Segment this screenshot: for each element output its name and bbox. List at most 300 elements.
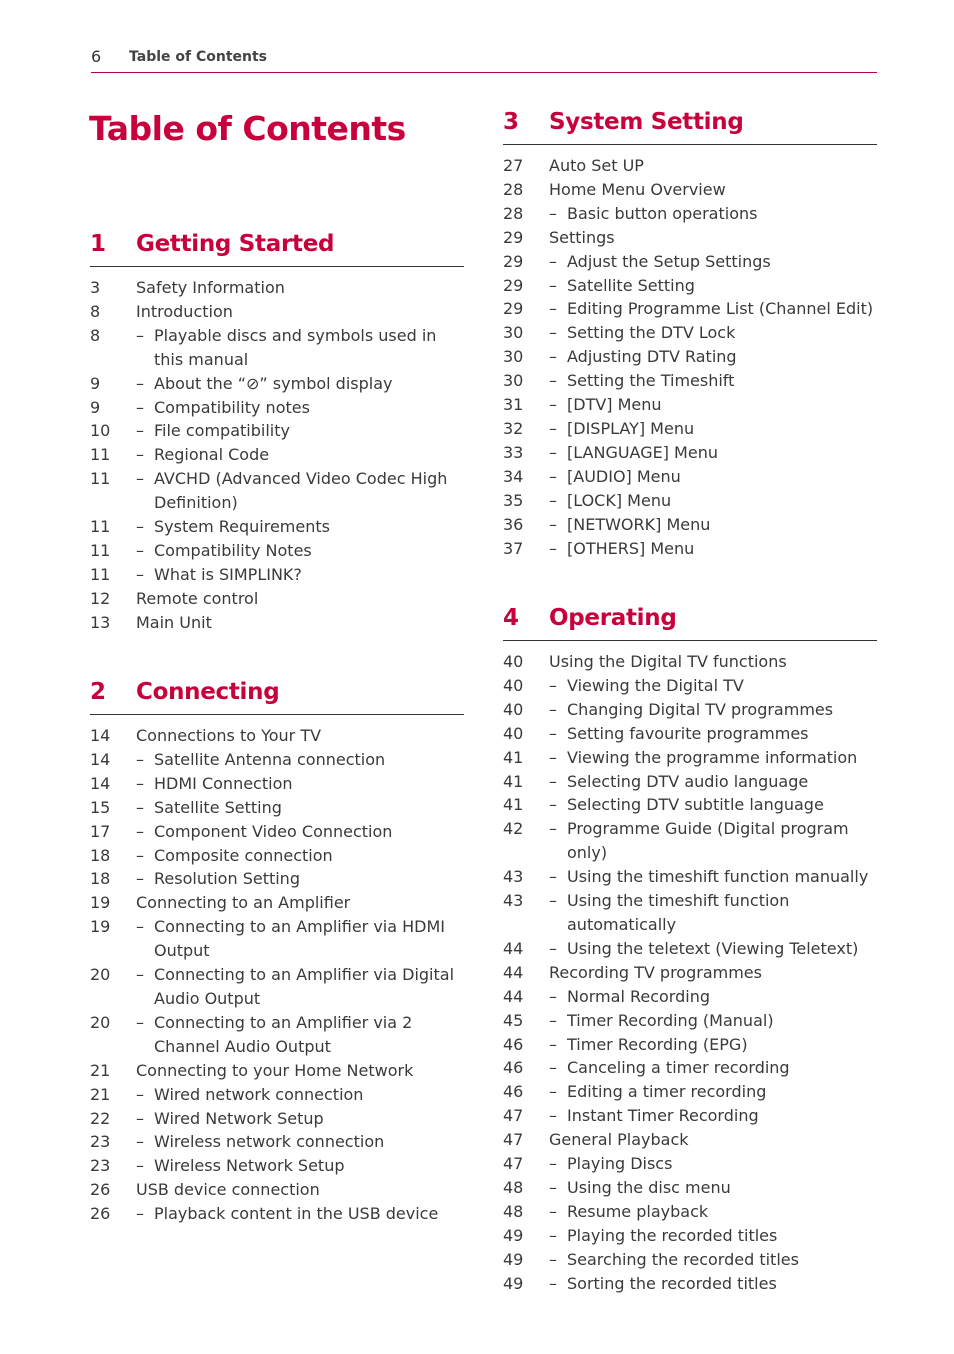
sub-entry-dash: – [136,965,144,985]
toc-entry-label: Programme Guide (Digital program only) [567,819,849,863]
sub-entry-dash: – [136,325,144,345]
toc-entry-text [136,1154,464,1178]
toc-entry-page: 32 [503,418,524,438]
toc-entry[interactable] [90,724,464,748]
section-number: 1 [90,231,106,257]
toc-entry-text [549,985,877,1009]
toc-entry-label: System Requirements [154,517,330,537]
toc-entry-label: Using the timeshift function manually [567,867,869,887]
toc-entry-text [549,489,877,513]
toc-entry[interactable] [503,321,877,345]
sub-entry-dash: – [549,1058,557,1078]
toc-entry[interactable] [90,1083,464,1107]
sub-entry-dash: – [549,371,557,391]
toc-entry-page: 26 [90,1204,111,1224]
toc-entry-page: 11 [90,540,111,560]
toc-entry-label: Using the timeshift function automatically [567,891,790,934]
sub-entry-dash: – [136,1084,144,1104]
sub-entry-dash: – [549,795,557,815]
toc-entry-label: Instant Timer Recording [567,1106,759,1126]
toc-entry-text [549,274,877,298]
toc-entry[interactable] [90,772,464,796]
sub-entry-dash: – [549,723,557,743]
toc-entry-page: 45 [503,1010,524,1030]
toc-entry-text [136,867,464,891]
toc-entry-text [549,1224,877,1248]
sub-entry-dash: – [549,1106,557,1126]
toc-entry-label: USB device connection [136,1180,320,1200]
toc-entry[interactable] [503,937,877,961]
sub-entry-dash: – [549,1177,557,1197]
toc-entry-label: Adjusting DTV Rating [567,347,737,367]
toc-entry[interactable] [503,722,877,746]
toc-entry-text [136,772,464,796]
toc-entry[interactable] [503,178,877,202]
toc-entry[interactable] [503,1224,877,1248]
toc-entry[interactable] [503,1080,877,1104]
sub-entry-dash: – [549,867,557,887]
toc-entry-label: Setting the Timeshift [567,371,735,391]
sub-entry-dash: – [136,540,144,560]
toc-entry[interactable] [503,817,877,865]
toc-entry-text [549,393,877,417]
sub-entry-dash: – [136,373,144,393]
toc-entry-text [136,1107,464,1131]
toc-entry-text [136,324,464,372]
section-number: 4 [503,605,519,631]
toc-entry-page: 40 [503,723,524,743]
toc-entry[interactable] [90,1011,464,1059]
toc-entry-text [136,1011,464,1059]
toc-entry-page: 9 [90,373,101,393]
toc-entry[interactable] [90,563,464,587]
toc-entry-label: About the “⊘” symbol display [154,373,393,393]
toc-entry[interactable] [503,1200,877,1224]
sub-entry-dash: – [136,445,144,465]
toc-entry-text [136,467,464,515]
toc-entry[interactable] [503,417,877,441]
toc-entry[interactable] [90,915,464,963]
toc-entry[interactable] [503,985,877,1009]
sub-entry-dash: – [136,517,144,537]
toc-entry-page: 29 [503,275,524,295]
toc-entry-label: Auto Set UP [549,156,644,175]
toc-entry-page: 21 [90,1060,111,1080]
toc-entry-label: Setting favourite programmes [567,723,809,743]
toc-entry-page: 3 [90,278,101,297]
page-number: 6 [91,47,102,66]
toc-entry-label: Playing Discs [567,1154,673,1174]
toc-entry[interactable] [503,369,877,393]
toc-entry-label: HDMI Connection [154,773,293,793]
toc-entry-text [136,796,464,820]
toc-entry-text [549,297,877,321]
toc-entry[interactable] [503,1272,877,1296]
section-number: 3 [503,109,519,135]
toc-entry[interactable] [90,1130,464,1154]
sub-entry-dash: – [136,1204,144,1224]
toc-entry-text [549,746,877,770]
toc-entry-text [136,1083,464,1107]
toc-entry[interactable] [90,443,464,467]
toc-entry[interactable] [503,1128,877,1152]
toc-entry-page: 49 [503,1249,524,1269]
toc-entry-label: Composite connection [154,845,333,865]
sub-entry-dash: – [549,1082,557,1102]
toc-entry[interactable] [90,515,464,539]
toc-entry[interactable] [503,1033,877,1057]
toc-entry[interactable] [90,396,464,420]
sub-entry-dash: – [549,699,557,719]
toc-entry-page: 14 [90,726,111,745]
section-operating [503,605,877,1295]
toc-entry-text [136,443,464,467]
sub-entry-dash: – [549,251,557,271]
toc-entry-label: Compatibility notes [154,397,310,417]
toc-entry[interactable] [503,345,877,369]
sub-entry-dash: – [549,514,557,534]
toc-entry-text [549,1009,877,1033]
toc-entry-page: 11 [90,445,111,465]
toc-entry-page: 44 [503,938,524,958]
toc-entry[interactable] [503,274,877,298]
toc-entry[interactable] [503,489,877,513]
toc-entry-text [549,1033,877,1057]
sub-entry-dash: – [136,845,144,865]
toc-entry-list [90,724,464,1226]
toc-entry-label: Sorting the recorded titles [567,1273,777,1293]
toc-entry[interactable] [90,820,464,844]
toc-entry-text [549,817,877,865]
toc-entry-page: 18 [90,869,111,889]
toc-entry-label: Connections to Your TV [136,726,322,745]
toc-entry-page: 8 [90,325,101,345]
running-header: Table of Contents [129,49,268,65]
toc-entry[interactable] [503,154,877,178]
toc-entry[interactable] [503,770,877,794]
toc-entry-page: 29 [503,227,524,247]
toc-entry-text [549,1080,877,1104]
sub-entry-dash: – [549,323,557,343]
sub-entry-dash: – [549,1225,557,1245]
toc-entry-page: 35 [503,490,524,510]
toc-entry-text [549,321,877,345]
toc-entry-text [136,1202,464,1226]
toc-entry-label: Satellite Antenna connection [154,749,386,769]
sub-entry-dash: – [136,821,144,841]
toc-entry-page: 11 [90,564,111,584]
toc-entry-label: Regional Code [154,445,270,465]
toc-entry-label: Searching the recorded titles [567,1249,799,1269]
toc-entry-page: 48 [503,1177,524,1197]
toc-entry[interactable] [90,587,464,611]
toc-entry[interactable] [90,539,464,563]
toc-entry-list [90,276,464,635]
sub-entry-dash: – [549,395,557,415]
toc-entry[interactable] [503,1009,877,1033]
sub-entry-dash: – [549,466,557,486]
toc-entry[interactable] [503,393,877,417]
sub-entry-dash: – [549,538,557,558]
sub-entry-dash: – [136,869,144,889]
toc-entry-label: Setting the DTV Lock [567,323,736,343]
toc-entry[interactable] [90,1107,464,1131]
toc-entry-label: Canceling a timer recording [567,1058,790,1078]
toc-entry-page: 20 [90,965,111,985]
toc-entry-page: 44 [503,986,524,1006]
toc-entry-text [136,748,464,772]
toc-entry-text [549,889,877,937]
toc-entry[interactable] [90,611,464,635]
toc-entry-label: Viewing the Digital TV [567,675,744,695]
toc-entry-text [549,698,877,722]
sub-entry-dash: – [136,1108,144,1128]
toc-entry-label: Playable discs and symbols used in this manual [154,325,437,369]
toc-entry-page: 33 [503,442,524,462]
sub-entry-dash: – [136,917,144,937]
toc-entry[interactable] [503,865,877,889]
toc-entry[interactable] [503,297,877,321]
toc-entry-page: 47 [503,1106,524,1126]
toc-entry[interactable] [90,891,464,915]
toc-entry-label: File compatibility [154,421,290,441]
sub-entry-dash: – [549,1034,557,1054]
toc-entry-label: Connecting to your Home Network [136,1060,414,1080]
toc-entry-page: 41 [503,747,524,767]
sub-entry-dash: – [136,749,144,769]
toc-entry-text [549,369,877,393]
toc-entry-label: Recording TV programmes [549,962,762,982]
toc-entry-text [549,770,877,794]
section-heading [90,231,464,267]
toc-entry-text [136,1130,464,1154]
toc-entry-text [136,915,464,963]
toc-entry[interactable] [90,844,464,868]
toc-entry-text [549,1176,877,1200]
sub-entry-dash: – [549,347,557,367]
toc-entry-label: Adjust the Setup Settings [567,251,771,271]
toc-entry[interactable] [503,1176,877,1200]
toc-entry-label: Using the Digital TV functions [549,652,787,671]
sub-entry-dash: – [136,397,144,417]
toc-entry-page: 46 [503,1058,524,1078]
toc-entry-label: [LOCK] Menu [567,490,672,510]
toc-entry-text [549,537,877,561]
toc-entry[interactable] [90,467,464,515]
toc-entry-text [136,419,464,443]
toc-entry[interactable] [90,1154,464,1178]
page-title: Table of Contents [89,109,406,148]
sub-entry-dash: – [136,773,144,793]
toc-entry-text [136,844,464,868]
toc-entry-page: 46 [503,1034,524,1054]
toc-entry-text [549,937,877,961]
toc-entry[interactable] [503,441,877,465]
sub-entry-dash: – [136,421,144,441]
toc-entry[interactable] [90,963,464,1011]
toc-entry-page: 14 [90,773,111,793]
toc-entry-label: Selecting DTV subtitle language [567,795,824,815]
toc-entry-label: Editing Programme List (Channel Edit) [567,299,874,319]
toc-entry-page: 14 [90,749,111,769]
toc-entry[interactable] [90,1178,464,1202]
sub-entry-dash: – [549,1154,557,1174]
toc-entry-page: 43 [503,867,524,887]
toc-entry-label: [OTHERS] Menu [567,538,695,558]
toc-entry-page: 31 [503,395,524,415]
sub-entry-dash: – [549,1273,557,1293]
toc-entry-page: 8 [90,301,101,321]
toc-entry-page: 30 [503,347,524,367]
sub-entry-dash: – [549,203,557,223]
header-divider [91,72,877,73]
section-system-setting [503,109,877,560]
toc-entry-label: Using the disc menu [567,1177,731,1197]
toc-entry-page: 40 [503,699,524,719]
toc-entry[interactable] [503,961,877,985]
toc-entry-page: 19 [90,917,111,937]
toc-entry-label: Connecting to an Amplifier via Digital Audio Output [154,965,455,1008]
toc-entry-page: 41 [503,771,524,791]
toc-entry-label: Safety Information [136,278,285,297]
toc-entry[interactable] [503,1056,877,1080]
toc-entry[interactable] [90,1059,464,1083]
section-title: Connecting [136,679,280,705]
section-number: 2 [90,679,106,705]
toc-entry-page: 23 [90,1132,111,1152]
toc-entry[interactable] [90,796,464,820]
toc-entry-label: Basic button operations [567,203,758,223]
toc-entry-label: [NETWORK] Menu [567,514,711,534]
toc-entry[interactable] [503,202,877,226]
sub-entry-dash: – [549,299,557,319]
toc-entry-label: Viewing the programme information [567,747,858,767]
toc-entry-page: 47 [503,1130,524,1150]
toc-entry-text [549,1152,877,1176]
toc-entry-text [549,465,877,489]
toc-entry-text [549,441,877,465]
toc-entry[interactable] [90,300,464,324]
toc-entry[interactable] [503,537,877,561]
toc-entry[interactable] [503,226,877,250]
sub-entry-dash: – [549,819,557,839]
toc-entry-page: 48 [503,1201,524,1221]
sub-entry-dash: – [136,1012,144,1032]
toc-entry-label: Selecting DTV audio language [567,771,809,791]
toc-entry-text [549,513,877,537]
toc-entry-label: General Playback [549,1130,689,1150]
toc-entry-label: Normal Recording [567,986,710,1006]
toc-entry-text [549,722,877,746]
sub-entry-dash: – [549,1010,557,1030]
toc-entry-text [549,793,877,817]
toc-entry-page: 12 [90,588,111,608]
toc-entry-label: Connecting to an Amplifier via HDMI Output [154,917,446,961]
toc-entry-text [136,372,464,396]
toc-entry-label: What is SIMPLINK? [154,564,302,584]
toc-entry-page: 21 [90,1084,111,1104]
sub-entry-dash: – [136,797,144,817]
section-getting-started [90,231,464,635]
toc-entry-label: Wired network connection [154,1084,364,1104]
toc-entry-label: Using the teletext (Viewing Teletext) [567,938,859,958]
toc-entry[interactable] [503,1152,877,1176]
toc-entry-label: Connecting to an Amplifier [136,893,351,913]
toc-entry[interactable] [90,867,464,891]
toc-entry-list [503,154,877,560]
toc-entry[interactable] [503,1248,877,1272]
toc-entry-page: 18 [90,845,111,865]
toc-entry[interactable] [90,1202,464,1226]
toc-entry-page: 28 [503,179,524,199]
toc-entry-page: 49 [503,1273,524,1293]
sub-entry-dash: – [136,469,144,489]
toc-entry-text [136,820,464,844]
toc-entry[interactable] [90,419,464,443]
toc-entry-label: [DTV] Menu [567,395,662,415]
toc-entry[interactable] [503,793,877,817]
toc-entry[interactable] [503,889,877,937]
toc-entry-label: Playback content in the USB device [154,1204,439,1224]
toc-entry[interactable] [90,748,464,772]
toc-entry[interactable] [503,674,877,698]
toc-entry-label: Timer Recording (Manual) [567,1010,774,1030]
section-title: Getting Started [136,231,335,257]
toc-entry-page: 29 [503,299,524,319]
toc-entry[interactable] [503,1104,877,1128]
toc-entry[interactable] [90,372,464,396]
toc-entry[interactable] [503,650,877,674]
sub-entry-dash: – [549,418,557,438]
toc-entry[interactable] [503,513,877,537]
toc-entry-label: Home Menu Overview [549,179,726,199]
toc-entry-page: 37 [503,538,524,558]
toc-entry-label: Satellite Setting [154,797,282,817]
toc-entry-page: 30 [503,371,524,391]
toc-entry[interactable] [503,746,877,770]
toc-entry-label: Remote control [136,588,259,608]
toc-entry[interactable] [503,698,877,722]
toc-entry-label: Editing a timer recording [567,1082,767,1102]
sub-entry-dash: – [549,275,557,295]
sub-entry-dash: – [549,1249,557,1269]
toc-entry-label: AVCHD (Advanced Video Codec High Definition) [154,469,448,513]
toc-entry-page: 10 [90,421,111,441]
toc-entry[interactable] [90,324,464,372]
toc-entry-page: 26 [90,1180,111,1200]
section-heading [503,109,877,145]
toc-entry[interactable] [503,250,877,274]
toc-entry-text [549,202,877,226]
toc-entry-text [549,250,877,274]
sub-entry-dash: – [136,1132,144,1152]
toc-entry-text [549,1104,877,1128]
toc-entry-label: Resume playback [567,1201,709,1221]
toc-entry[interactable] [503,465,877,489]
toc-entry-label: Wireless network connection [154,1132,385,1152]
toc-entry-page: 22 [90,1108,111,1128]
toc-entry-label: Connecting to an Amplifier via 2 Channel Audio Output [154,1012,413,1056]
sub-entry-dash: – [549,442,557,462]
sub-entry-dash: – [549,986,557,1006]
toc-entry-label: Timer Recording (EPG) [567,1034,748,1054]
toc-entry-page: 19 [90,893,111,913]
toc-entry-page: 20 [90,1012,111,1032]
toc-entry-page: 49 [503,1225,524,1245]
toc-entry-text [136,539,464,563]
toc-entry-label: Playing the recorded titles [567,1225,778,1245]
toc-entry[interactable] [90,276,464,300]
